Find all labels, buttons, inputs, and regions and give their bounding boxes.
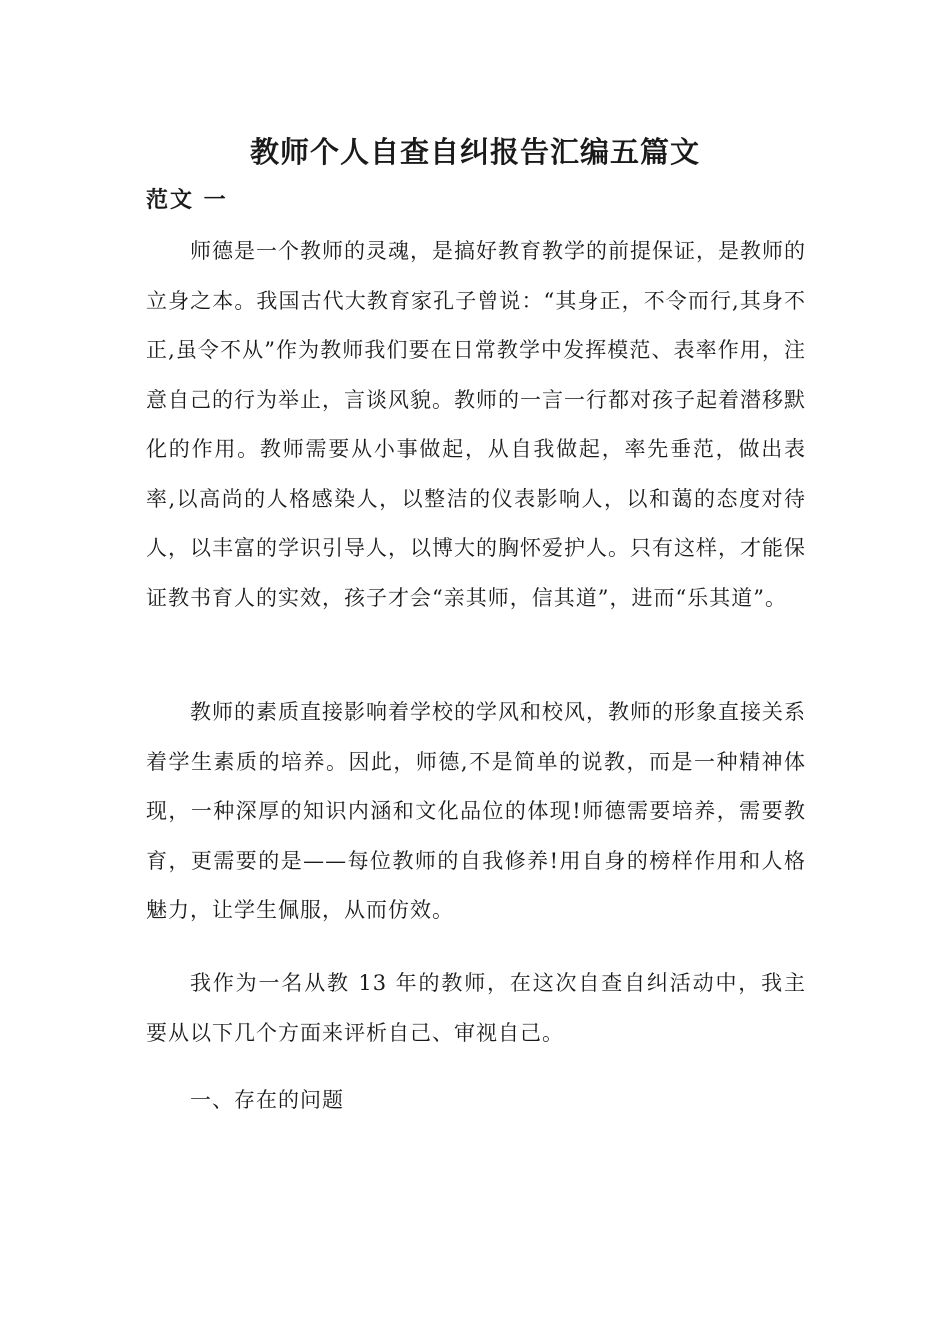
document-title: 教师个人自查自纠报告汇编五篇文 (249, 135, 700, 169)
section-heading: 范文 一 (146, 187, 228, 213)
paragraph-3: 我作为一名从教 13 年的教师，在这次自查自纠活动中，我主要从以下几个方面来评析自己、审视自己。 (146, 971, 806, 1045)
subsection-heading-problems: 一、存在的问题 (190, 1088, 344, 1112)
paragraph-1: 师德是一个教师的灵魂，是搞好教育教学的前提保证，是教师的立身之本。我国古代大教育家孔子曾说：“其身正，不令而行,其身不正,虽令不从”作为教师我们要在日常教学中发挥模范、表率作用，注意自己的行为举止，言谈风貌。教师的一言一行都对孩子起着潜移默化的作用。教师需要从小事做起，从自我做起，率先垂范，做出表率,以高尚的人格感染人，以整洁的仪表影响人，以和蔼的态度对待人，以丰富的学识引导人，以博大的胸怀爱护人。只有这样，才能保证教书育人的实效，孩子才会“亲其师，信其道”，进而“乐其道”。 (146, 239, 806, 610)
paragraph-2: 教师的素质直接影响着学校的学风和校风，教师的形象直接关系着学生素质的培养。因此，师德,不是简单的说教，而是一种精神体现，一种深厚的知识内涵和文化品位的体现!师德需要培养，需要教育，更需要的是——每位教师的自我修养!用自身的榜样作用和人格魅力，让学生佩服，从而仿效。 (146, 700, 806, 922)
